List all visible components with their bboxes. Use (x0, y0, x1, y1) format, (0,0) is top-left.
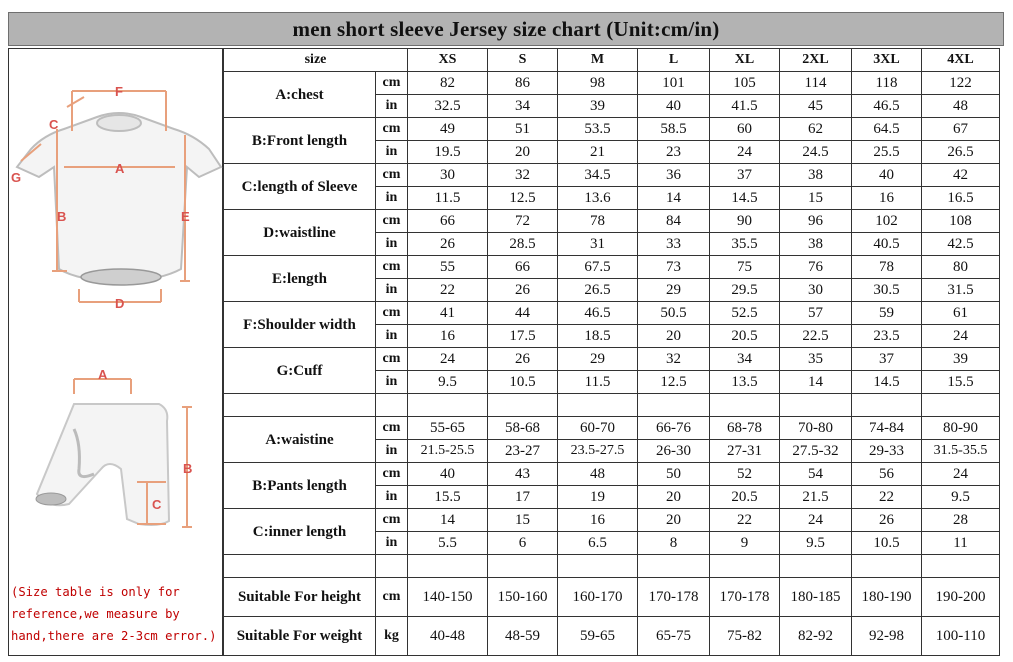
value-cell: 84 (638, 210, 710, 233)
value-cell: 6.5 (558, 532, 638, 555)
empty-cell (224, 555, 376, 578)
value-cell: 98 (558, 72, 638, 95)
jersey-row-cm (224, 302, 1000, 325)
spacer-row (224, 555, 1000, 578)
value-cell: 61 (922, 302, 1000, 325)
value-cell: 23-27 (488, 440, 558, 463)
jersey-outline (17, 113, 221, 281)
value-cell: 86 (488, 72, 558, 95)
value-cell: 52 (710, 463, 780, 486)
unit-cm: cm (376, 164, 408, 187)
value-cell: 96 (780, 210, 852, 233)
value-cell: 48 (558, 463, 638, 486)
value-cell: 10.5 (488, 371, 558, 394)
value-cell: 34.5 (558, 164, 638, 187)
value-cell: 66 (408, 210, 488, 233)
value-cell: 92-98 (852, 617, 922, 656)
jersey-measure-label: A:chest (224, 72, 376, 118)
value-cell: 56 (852, 463, 922, 486)
value-cell: 118 (852, 72, 922, 95)
value-cell: 73 (638, 256, 710, 279)
unit-cm: cm (376, 509, 408, 532)
empty-cell (780, 555, 852, 578)
value-cell: 31.5-35.5 (922, 440, 1000, 463)
value-cell: 60 (710, 118, 780, 141)
value-cell: 16 (852, 187, 922, 210)
value-cell: 22.5 (780, 325, 852, 348)
size-header-4xl: 4XL (922, 49, 1000, 72)
value-cell: 80 (922, 256, 1000, 279)
value-cell: 46.5 (852, 95, 922, 118)
value-cell: 82 (408, 72, 488, 95)
label-c: C (49, 117, 59, 132)
empty-cell (488, 394, 558, 417)
empty-cell (224, 394, 376, 417)
value-cell: 26 (488, 279, 558, 302)
value-cell: 51 (488, 118, 558, 141)
value-cell: 32 (638, 348, 710, 371)
jersey-measure-label: B:Front length (224, 118, 376, 164)
value-cell: 114 (780, 72, 852, 95)
value-cell: 50.5 (638, 302, 710, 325)
size-header-3xl: 3XL (852, 49, 922, 72)
value-cell: 44 (488, 302, 558, 325)
value-cell: 17.5 (488, 325, 558, 348)
value-cell: 26-30 (638, 440, 710, 463)
jersey-measure-label: E:length (224, 256, 376, 302)
value-cell: 29-33 (852, 440, 922, 463)
value-cell: 28.5 (488, 233, 558, 256)
spacer-row (224, 394, 1000, 417)
value-cell: 40.5 (852, 233, 922, 256)
value-cell: 40-48 (408, 617, 488, 656)
value-cell: 160-170 (558, 578, 638, 617)
value-cell: 32 (488, 164, 558, 187)
value-cell: 39 (922, 348, 1000, 371)
empty-cell (710, 394, 780, 417)
label-shorts-c: C (152, 497, 162, 512)
value-cell: 24 (922, 325, 1000, 348)
unit-cm: cm (376, 417, 408, 440)
value-cell: 170-178 (710, 578, 780, 617)
jersey-measure-label: G:Cuff (224, 348, 376, 394)
jersey-measure-label: C:length of Sleeve (224, 164, 376, 210)
label-g: G (11, 170, 22, 185)
value-cell: 66 (488, 256, 558, 279)
pants-measure-label: B:Pants length (224, 463, 376, 509)
suitable-height-row (224, 578, 1000, 617)
empty-cell (558, 555, 638, 578)
value-cell: 80-90 (922, 417, 1000, 440)
value-cell: 78 (558, 210, 638, 233)
empty-cell (852, 394, 922, 417)
size-table (223, 48, 1000, 656)
value-cell: 9.5 (408, 371, 488, 394)
value-cell: 19 (558, 486, 638, 509)
value-cell: 33 (638, 233, 710, 256)
unit-cm: cm (376, 118, 408, 141)
value-cell: 50 (638, 463, 710, 486)
empty-cell (558, 394, 638, 417)
value-cell: 53.5 (558, 118, 638, 141)
value-cell: 16.5 (922, 187, 1000, 210)
suitable-height-label: Suitable For height (224, 578, 376, 617)
empty-cell (780, 394, 852, 417)
value-cell: 18.5 (558, 325, 638, 348)
value-cell: 24 (922, 463, 1000, 486)
value-cell: 16 (408, 325, 488, 348)
size-header-s: S (488, 49, 558, 72)
unit-cm: cm (376, 72, 408, 95)
value-cell: 67 (922, 118, 1000, 141)
value-cell: 35.5 (710, 233, 780, 256)
value-cell: 37 (710, 164, 780, 187)
value-cell: 170-178 (638, 578, 710, 617)
value-cell: 72 (488, 210, 558, 233)
unit-cm: cm (376, 256, 408, 279)
value-cell: 23.5 (852, 325, 922, 348)
value-cell: 82-92 (780, 617, 852, 656)
value-cell: 9.5 (780, 532, 852, 555)
value-cell: 24 (408, 348, 488, 371)
value-cell: 75-82 (710, 617, 780, 656)
value-cell: 11 (922, 532, 1000, 555)
value-cell: 100-110 (922, 617, 1000, 656)
value-cell: 26 (852, 509, 922, 532)
value-cell: 122 (922, 72, 1000, 95)
value-cell: 26 (488, 348, 558, 371)
empty-cell (408, 555, 488, 578)
value-cell: 15.5 (922, 371, 1000, 394)
value-cell: 29 (558, 348, 638, 371)
unit-in: in (376, 95, 408, 118)
value-cell: 9 (710, 532, 780, 555)
size-header-xl: XL (710, 49, 780, 72)
value-cell: 5.5 (408, 532, 488, 555)
value-cell: 38 (780, 233, 852, 256)
size-table-body (224, 49, 1000, 656)
label-d: D (115, 296, 125, 311)
value-cell: 16 (558, 509, 638, 532)
value-cell: 29.5 (710, 279, 780, 302)
value-cell: 23.5-27.5 (558, 440, 638, 463)
value-cell: 23 (638, 141, 710, 164)
value-cell: 68-78 (710, 417, 780, 440)
empty-cell (376, 555, 408, 578)
value-cell: 26.5 (558, 279, 638, 302)
value-cell: 35 (780, 348, 852, 371)
value-cell: 20.5 (710, 486, 780, 509)
value-cell: 54 (780, 463, 852, 486)
value-cell: 40 (852, 164, 922, 187)
value-cell: 9.5 (922, 486, 1000, 509)
pants-row-cm (224, 463, 1000, 486)
empty-cell (376, 394, 408, 417)
unit-in: in (376, 187, 408, 210)
value-cell: 14 (638, 187, 710, 210)
value-cell: 40 (408, 463, 488, 486)
empty-cell (922, 394, 1000, 417)
value-cell: 27.5-32 (780, 440, 852, 463)
value-cell: 14 (408, 509, 488, 532)
value-cell: 20 (638, 325, 710, 348)
value-cell: 75 (710, 256, 780, 279)
value-cell: 27-31 (710, 440, 780, 463)
value-cell: 40 (638, 95, 710, 118)
value-cell: 46.5 (558, 302, 638, 325)
unit-in: in (376, 371, 408, 394)
shorts-leg-opening (36, 493, 66, 505)
value-cell: 15 (780, 187, 852, 210)
value-cell: 67.5 (558, 256, 638, 279)
value-cell: 26 (408, 233, 488, 256)
value-cell: 58-68 (488, 417, 558, 440)
unit-in: in (376, 233, 408, 256)
unit-in: in (376, 325, 408, 348)
value-cell: 30 (780, 279, 852, 302)
value-cell: 20 (638, 509, 710, 532)
value-cell: 21.5 (780, 486, 852, 509)
value-cell: 31.5 (922, 279, 1000, 302)
size-header-l: L (638, 49, 710, 72)
garment-diagrams (9, 49, 224, 579)
shorts-outline (37, 404, 169, 525)
value-cell: 13.6 (558, 187, 638, 210)
value-cell: 108 (922, 210, 1000, 233)
value-cell: 8 (638, 532, 710, 555)
jersey-row-cm (224, 256, 1000, 279)
value-cell: 58.5 (638, 118, 710, 141)
value-cell: 20 (638, 486, 710, 509)
garment-diagram-panel (8, 48, 223, 656)
value-cell: 21 (558, 141, 638, 164)
value-cell: 64.5 (852, 118, 922, 141)
value-cell: 24.5 (780, 141, 852, 164)
unit-in: in (376, 141, 408, 164)
unit-cm: cm (376, 348, 408, 371)
value-cell: 45 (780, 95, 852, 118)
pants-row-cm (224, 509, 1000, 532)
label-f: F (115, 84, 123, 99)
value-cell: 31 (558, 233, 638, 256)
unit-in: in (376, 486, 408, 509)
value-cell: 12.5 (488, 187, 558, 210)
value-cell: 36 (638, 164, 710, 187)
suitable-weight-label: Suitable For weight (224, 617, 376, 656)
value-cell: 65-75 (638, 617, 710, 656)
value-cell: 60-70 (558, 417, 638, 440)
jersey-measure-label: D:waistline (224, 210, 376, 256)
value-cell: 52.5 (710, 302, 780, 325)
value-cell: 26.5 (922, 141, 1000, 164)
shorts-diagram (36, 367, 192, 527)
empty-cell (852, 555, 922, 578)
pants-measure-label: C:inner length (224, 509, 376, 555)
jersey-diagram (11, 84, 221, 311)
value-cell: 90 (710, 210, 780, 233)
value-cell: 74-84 (852, 417, 922, 440)
size-header-2xl: 2XL (780, 49, 852, 72)
unit-in: in (376, 440, 408, 463)
value-cell: 180-190 (852, 578, 922, 617)
value-cell: 38 (780, 164, 852, 187)
value-cell: 29 (638, 279, 710, 302)
size-header-xs: XS (408, 49, 488, 72)
value-cell: 11.5 (558, 371, 638, 394)
value-cell: 20 (488, 141, 558, 164)
value-cell: 10.5 (852, 532, 922, 555)
empty-cell (638, 394, 710, 417)
value-cell: 70-80 (780, 417, 852, 440)
value-cell: 105 (710, 72, 780, 95)
unit-cm: cm (376, 463, 408, 486)
value-cell: 101 (638, 72, 710, 95)
value-cell: 42 (922, 164, 1000, 187)
value-cell: 59 (852, 302, 922, 325)
jersey-row-cm (224, 348, 1000, 371)
header-row (224, 49, 1000, 72)
value-cell: 32.5 (408, 95, 488, 118)
value-cell: 14.5 (710, 187, 780, 210)
empty-cell (488, 555, 558, 578)
value-cell: 76 (780, 256, 852, 279)
value-cell: 6 (488, 532, 558, 555)
label-a: A (115, 161, 125, 176)
size-header-m: M (558, 49, 638, 72)
jersey-row-cm (224, 118, 1000, 141)
empty-cell (710, 555, 780, 578)
value-cell: 30 (408, 164, 488, 187)
jersey-row-cm (224, 72, 1000, 95)
chart-title: men short sleeve Jersey size chart (Unit:cm/in) (8, 12, 1004, 46)
value-cell: 34 (710, 348, 780, 371)
pants-measure-label: A:waistine (224, 417, 376, 463)
value-cell: 49 (408, 118, 488, 141)
value-cell: 180-185 (780, 578, 852, 617)
value-cell: 14 (780, 371, 852, 394)
unit-kg: kg (376, 617, 408, 656)
value-cell: 41.5 (710, 95, 780, 118)
jersey-collar (97, 115, 141, 131)
value-cell: 190-200 (922, 578, 1000, 617)
value-cell: 43 (488, 463, 558, 486)
value-cell: 48-59 (488, 617, 558, 656)
jersey-hem (81, 269, 161, 285)
empty-cell (638, 555, 710, 578)
unit-in: in (376, 532, 408, 555)
jersey-row-cm (224, 210, 1000, 233)
value-cell: 66-76 (638, 417, 710, 440)
value-cell: 24 (780, 509, 852, 532)
value-cell: 21.5-25.5 (408, 440, 488, 463)
label-e: E (181, 209, 190, 224)
value-cell: 78 (852, 256, 922, 279)
jersey-row-cm (224, 164, 1000, 187)
value-cell: 48 (922, 95, 1000, 118)
value-cell: 55 (408, 256, 488, 279)
value-cell: 20.5 (710, 325, 780, 348)
unit-cm: cm (376, 578, 408, 617)
suitable-weight-row (224, 617, 1000, 656)
value-cell: 150-160 (488, 578, 558, 617)
value-cell: 39 (558, 95, 638, 118)
unit-cm: cm (376, 302, 408, 325)
value-cell: 24 (710, 141, 780, 164)
value-cell: 28 (922, 509, 1000, 532)
pants-row-cm (224, 417, 1000, 440)
value-cell: 11.5 (408, 187, 488, 210)
value-cell: 102 (852, 210, 922, 233)
label-shorts-a: A (98, 367, 108, 382)
label-b: B (57, 209, 67, 224)
value-cell: 55-65 (408, 417, 488, 440)
value-cell: 37 (852, 348, 922, 371)
size-header-cell: size (224, 49, 408, 72)
value-cell: 42.5 (922, 233, 1000, 256)
value-cell: 22 (408, 279, 488, 302)
value-cell: 22 (852, 486, 922, 509)
value-cell: 13.5 (710, 371, 780, 394)
unit-in: in (376, 279, 408, 302)
empty-cell (408, 394, 488, 417)
value-cell: 15 (488, 509, 558, 532)
value-cell: 17 (488, 486, 558, 509)
value-cell: 22 (710, 509, 780, 532)
value-cell: 62 (780, 118, 852, 141)
value-cell: 59-65 (558, 617, 638, 656)
value-cell: 25.5 (852, 141, 922, 164)
label-shorts-b: B (183, 461, 193, 476)
value-cell: 34 (488, 95, 558, 118)
value-cell: 30.5 (852, 279, 922, 302)
measurement-disclaimer: (Size table is only for reference,we measure by hand,there are 2-3cm error.) (11, 585, 217, 643)
value-cell: 41 (408, 302, 488, 325)
value-cell: 140-150 (408, 578, 488, 617)
value-cell: 14.5 (852, 371, 922, 394)
value-cell: 19.5 (408, 141, 488, 164)
unit-cm: cm (376, 210, 408, 233)
value-cell: 57 (780, 302, 852, 325)
empty-cell (922, 555, 1000, 578)
jersey-measure-label: F:Shoulder width (224, 302, 376, 348)
value-cell: 15.5 (408, 486, 488, 509)
value-cell: 12.5 (638, 371, 710, 394)
